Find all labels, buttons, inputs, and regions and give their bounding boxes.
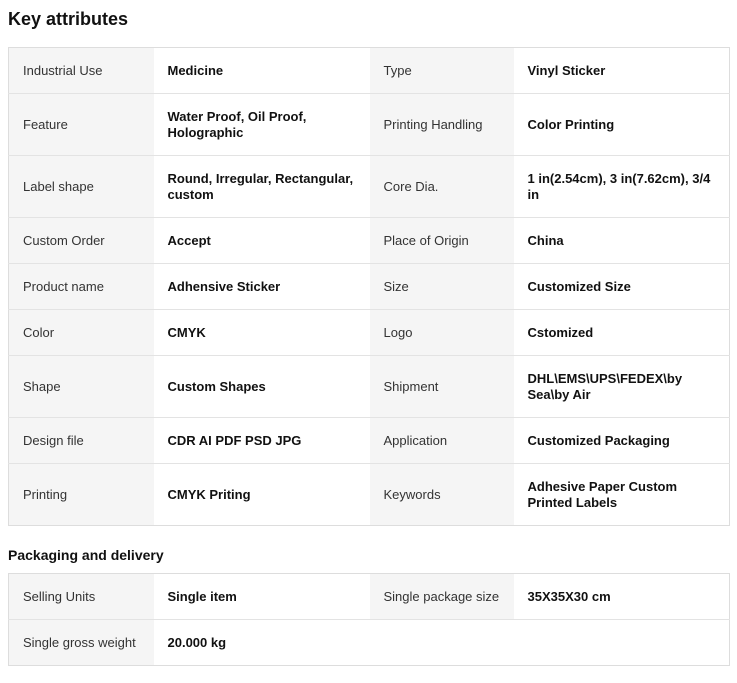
attribute-value: CMYK Priting [154, 464, 370, 526]
attribute-value: China [514, 218, 730, 264]
attribute-key: Shape [9, 356, 154, 418]
attribute-row [9, 310, 730, 356]
attribute-value: Round, Irregular, Rectangular, custom [154, 156, 370, 218]
attribute-key: Industrial Use [9, 48, 154, 94]
key-attributes-table [8, 47, 730, 526]
attribute-value: 20.000 kg [154, 620, 370, 666]
attribute-row [9, 418, 730, 464]
attribute-value: CMYK [154, 310, 370, 356]
attribute-row [9, 218, 730, 264]
attribute-row [9, 94, 730, 156]
attribute-key: Logo [370, 310, 514, 356]
attribute-key: Shipment [370, 356, 514, 418]
attribute-value: Cstomized [514, 310, 730, 356]
attribute-value: CDR AI PDF PSD JPG [154, 418, 370, 464]
attribute-value: 1 in(2.54cm), 3 in(7.62cm), 3/4 in [514, 156, 730, 218]
attribute-row [9, 464, 730, 526]
attribute-key: Label shape [9, 156, 154, 218]
attribute-value: Vinyl Sticker [514, 48, 730, 94]
attribute-key: Printing Handling [370, 94, 514, 156]
attribute-value: Accept [154, 218, 370, 264]
empty-cell [370, 620, 514, 666]
attribute-key: Selling Units [9, 574, 154, 620]
attribute-key: Printing [9, 464, 154, 526]
attribute-value: Adhensive Sticker [154, 264, 370, 310]
attribute-key: Color [9, 310, 154, 356]
attribute-row [9, 574, 730, 620]
attribute-key: Product name [9, 264, 154, 310]
attribute-key: Core Dia. [370, 156, 514, 218]
attribute-key: Single package size [370, 574, 514, 620]
attribute-row [9, 156, 730, 218]
empty-cell [514, 620, 730, 666]
attribute-value: Water Proof, Oil Proof, Holographic [154, 94, 370, 156]
attribute-value: DHL\EMS\UPS\FEDEX\by Sea\by Air [514, 356, 730, 418]
attribute-value: 35X35X30 cm [514, 574, 730, 620]
attribute-value: Single item [154, 574, 370, 620]
attribute-value: Customized Packaging [514, 418, 730, 464]
attribute-key: Size [370, 264, 514, 310]
attribute-key: Type [370, 48, 514, 94]
attribute-key: Place of Origin [370, 218, 514, 264]
attribute-row [9, 620, 730, 666]
attribute-key: Feature [9, 94, 154, 156]
attribute-value: Customized Size [514, 264, 730, 310]
packaging-table [8, 573, 730, 666]
attribute-value: Medicine [154, 48, 370, 94]
attribute-row [9, 48, 730, 94]
attribute-key: Custom Order [9, 218, 154, 264]
attribute-value: Custom Shapes [154, 356, 370, 418]
attribute-key: Application [370, 418, 514, 464]
attribute-value: Adhesive Paper Custom Printed Labels [514, 464, 730, 526]
attribute-value: Color Printing [514, 94, 730, 156]
attribute-row [9, 264, 730, 310]
attribute-key: Keywords [370, 464, 514, 526]
packaging-title: Packaging and delivery [8, 547, 164, 563]
attribute-key: Design file [9, 418, 154, 464]
key-attributes-title: Key attributes [8, 9, 129, 29]
attribute-key: Single gross weight [9, 620, 154, 666]
attribute-row [9, 356, 730, 418]
